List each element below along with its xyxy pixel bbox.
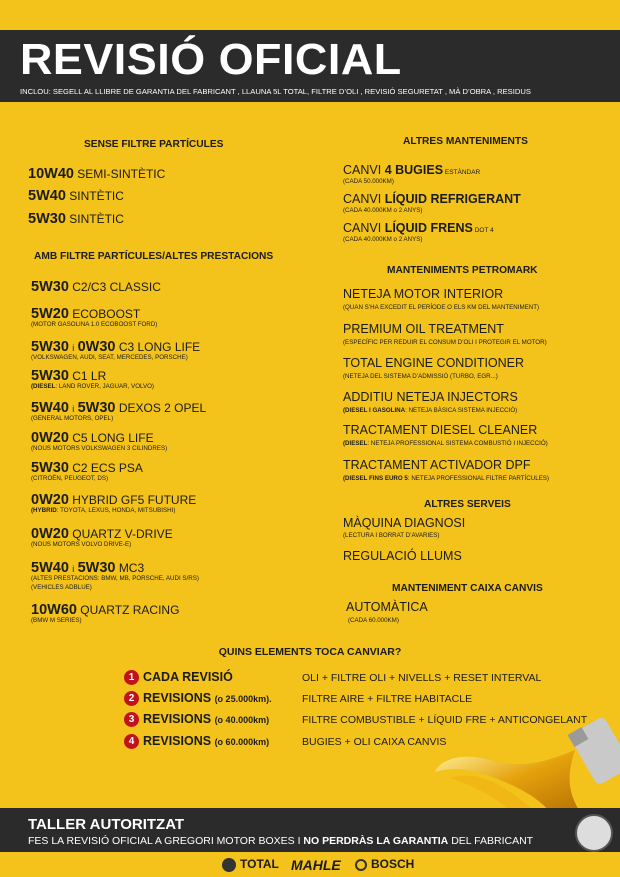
oil-item (31, 602, 179, 618)
step-label-sub: (o 60.000km) (214, 737, 270, 747)
oil-item (31, 339, 200, 355)
oil-note-text: (NOUS MOTORS VOLVO DRIVE-E) (31, 541, 132, 548)
service-note: (CADA 60.000KM) (348, 617, 399, 624)
oil-name: SEMI-SINTÈTIC (77, 167, 166, 181)
page-subtitle: INCLOU: SEGELL AL LLIBRE DE GARANTIA DEL FABRICANT , LLAUNA 5L TOTAL, FILTRE D’OLI , REVISIÓ SEGURETAT , MÀ D’OBRA , RESIDUS (20, 87, 531, 96)
brand-bosch-label: BOSCH (371, 857, 415, 871)
brand-bosch (355, 857, 414, 871)
service-item (343, 163, 480, 177)
service-suffix: ESTÀNDAR (443, 169, 481, 176)
oil-note (31, 354, 188, 361)
section-heading: AMB FILTRE PARTÍCULES/ALTES PRESTACIONS (34, 251, 274, 262)
step-label-text: CADA REVISIÓ (143, 670, 233, 684)
service-note (343, 407, 517, 414)
oil-item (31, 430, 154, 446)
oil-note (31, 321, 157, 328)
service-note-bold: (DIESEL (343, 440, 368, 447)
service-prefix: CANVI (343, 163, 385, 177)
service-note-text: (NETEJA DEL SISTEMA D’ADMISSIÓ (TURBO, EGR...) (343, 373, 498, 380)
page-title: REVISIÓ OFICIAL (20, 35, 402, 84)
footer-text-bold: NO PERDRÀS LA GARANTIA (303, 835, 449, 847)
oil-item (31, 460, 143, 476)
oil-name: C2/C3 CLASSIC (72, 280, 161, 294)
step-label (143, 670, 233, 684)
oil-note (31, 507, 175, 514)
oil-grade: 10W40 (28, 166, 74, 182)
oil-note (31, 575, 199, 582)
service-note (343, 339, 547, 346)
service-note: (LECTURA I BORRAT D’AVARIES) (343, 532, 440, 539)
step-label (143, 734, 269, 748)
service-item: TRACTAMENT DIESEL CLEANER (343, 423, 538, 437)
service-name-bold: LÍQUID REFRIGERANT (384, 192, 521, 206)
step-label-text: REVISIONS (143, 691, 212, 705)
oil-grade: 5W30 (28, 211, 66, 227)
oil-name: SINTÈTIC (69, 212, 124, 226)
oil-grade: 10W60 (31, 602, 77, 618)
oil-note (31, 415, 113, 422)
footer-text-pre: FES LA REVISIÓ OFICIAL A GREGORI MOTOR BOXES I (28, 835, 304, 847)
service-note (343, 475, 549, 482)
oil-grade: 5W40 (28, 188, 66, 204)
service-note: (CADA 50.000KM) (343, 178, 394, 185)
oil-note-text: (VOLKSWAGEN, AUDI, SEAT, MERCEDES, PORSCHE) (31, 354, 188, 361)
guarantee-seal-icon (575, 814, 613, 852)
service-item: TRACTAMENT ACTIVADOR DPF (343, 458, 531, 472)
brand-mahle: MAHLE (291, 857, 341, 873)
section-heading: ALTRES SERVEIS (424, 499, 511, 510)
oil-item (31, 526, 173, 542)
oil-grade: 5W30 (31, 279, 69, 295)
oil-name: C5 LONG LIFE (72, 431, 154, 445)
service-item: MÀQUINA DIAGNOSI (343, 516, 466, 530)
oil-grade: 0W20 (31, 526, 69, 542)
section-heading: SENSE FILTRE PARTÍCULES (84, 139, 224, 150)
section-heading: MANTENIMENTS PETROMARK (387, 265, 538, 276)
footer-title: TALLER AUTORITZAT (28, 816, 185, 833)
step-description: OLI + FILTRE OLI + NIVELLS + RESET INTERVAL (302, 672, 542, 684)
oil-joiner: i (72, 564, 75, 574)
service-note (343, 440, 548, 447)
oil-grade: 0W20 (31, 430, 69, 446)
step-label (143, 691, 272, 705)
oil-name: C2 ECS PSA (72, 461, 143, 475)
oil-item (31, 492, 196, 508)
question-heading: QUINS ELEMENTS TOCA CANVIAR? (218, 646, 402, 658)
oil-item (28, 166, 165, 182)
oil-note (31, 617, 82, 624)
brand-total (222, 857, 279, 872)
total-logo-icon (222, 858, 236, 872)
oil-grade: 5W40 (31, 400, 69, 416)
oil-note-text: : TOYOTA, LEXUS, HONDA, MITSUBISHI) (56, 507, 176, 514)
service-prefix: CANVI (343, 192, 385, 206)
step-label-sub: (o 40.000km) (214, 715, 270, 725)
oil-note-text: (MOTOR GASOLINA 1.0 ECOBOOST FORD) (31, 321, 158, 328)
oil-name: C1 LR (72, 369, 107, 383)
service-item: ADDITIU NETEJA INJECTORS (343, 390, 518, 404)
oil-note-secondary: (VEHICLES ADBLUE) (31, 584, 92, 591)
service-item: PREMIUM OIL TREATMENT (343, 322, 504, 336)
service-name-bold: 4 BUGIES (384, 163, 444, 177)
oil-grade: 5W30 (31, 339, 69, 355)
oil-grade: 5W30 (31, 460, 69, 476)
footer-text (28, 835, 533, 847)
step-number-badge: 1 (124, 670, 139, 685)
service-note-text: : NETEJA PROFESSIONAL SISTEMA COMBUSTIÓ I INJECCIÓ) (367, 440, 548, 447)
section-heading: MANTENIMENT CAIXA CANVIS (392, 583, 543, 594)
oil-note-text: (ALTES PRESTACIONS: BMW, MB, PORSCHE, AUDI S/RS) (31, 575, 199, 582)
service-note (343, 304, 539, 311)
oil-name: SINTÈTIC (69, 189, 124, 203)
oil-name: ECOBOOST (72, 307, 141, 321)
oil-name: DEXOS 2 OPEL (118, 401, 207, 415)
service-item: AUTOMÀTICA (346, 600, 428, 614)
oil-item (31, 560, 144, 576)
service-note-text: : NETEJA BÀSICA SISTEMA INJECCIÓ) (405, 407, 518, 414)
oil-note-text: (GENERAL MOTORS, OPEL) (31, 415, 114, 422)
oil-note-text: (BMW M SERIES) (31, 617, 82, 624)
oil-note (31, 383, 154, 390)
step-label-sub: (o 25.000km). (214, 694, 272, 704)
service-item (343, 221, 494, 235)
footer-text-post: DEL FABRICANT (448, 835, 534, 847)
service-suffix: DOT 4 (472, 227, 494, 234)
oil-name: C3 LONG LIFE (118, 340, 201, 354)
oil-can-illustration (430, 700, 620, 815)
step-description: FILTRE COMBUSTIBLE + LÍQUID FRE + ANTICONGELANT (302, 714, 588, 726)
oil-note-text: (NOUS MOTORS VOLKSWAGEN 3 CILINDRES) (31, 445, 168, 452)
service-item: REGULACIÓ LLUMS (343, 549, 462, 563)
service-note: (CADA 40.000KM o 2 ANYS) (343, 207, 423, 214)
header-banner (0, 30, 620, 102)
service-note-text: (QUAN S’HA EXCEDIT EL PERÍODE O ELS KM DEL MANTENIMENT) (343, 304, 540, 311)
service-prefix: CANVI (343, 221, 385, 235)
step-label-text: REVISIONS (143, 734, 212, 748)
service-item: NETEJA MOTOR INTERIOR (343, 287, 504, 301)
oil-note-text: (CITROËN, PEUGEOT, DS) (31, 475, 109, 482)
service-item (343, 192, 521, 206)
service-note: (CADA 40.000KM o 2 ANYS) (343, 236, 423, 243)
step-description: FILTRE AIRE + FILTRE HABITACLE (302, 693, 473, 705)
service-name-bold: LÍQUID FRENS (384, 221, 473, 235)
oil-note-bold: (HYBRID (31, 507, 57, 514)
step-number-badge: 2 (124, 691, 139, 706)
oil-name: QUARTZ RACING (80, 603, 180, 617)
bosch-logo-icon (355, 859, 367, 871)
oil-item (31, 279, 161, 295)
oil-grade: 5W20 (31, 306, 69, 322)
oil-item (28, 188, 124, 204)
oil-joiner: i (72, 404, 75, 414)
oil-item (31, 368, 106, 384)
oil-grade: 0W20 (31, 492, 69, 508)
oil-name: HYBRID GF5 FUTURE (72, 493, 197, 507)
brand-logos (0, 852, 620, 877)
service-note-bold: (DIESEL I GASOLINA (343, 407, 406, 414)
oil-note (31, 475, 108, 482)
footer-banner (0, 808, 620, 852)
step-number-badge: 3 (124, 712, 139, 727)
oil-note (31, 541, 131, 548)
step-label-text: REVISIONS (143, 712, 212, 726)
oil-item (28, 211, 124, 227)
oil-name: QUARTZ V-DRIVE (72, 527, 173, 541)
service-note-bold: (DIESEL FINS EURO 5 (343, 475, 408, 482)
step-label (143, 712, 269, 726)
section-heading: ALTRES MANTENIMENTS (403, 136, 528, 147)
oil-note (31, 445, 167, 452)
brand-total-label: TOTAL (240, 857, 279, 871)
oil-grade-secondary: 5W30 (77, 400, 116, 416)
oil-item (31, 306, 140, 322)
oil-note-text: : LAND ROVER, JAGUAR, VOLVO) (55, 383, 154, 390)
oil-grade-secondary: 0W30 (77, 339, 116, 355)
oil-grade-secondary: 5W30 (77, 560, 116, 576)
oil-name: MC3 (118, 561, 145, 575)
oil-note-bold: (DIESEL (31, 383, 56, 390)
oil-item (31, 400, 206, 416)
service-note-text: (ESPECÍFIC PER REDUIR EL CONSUM D’OLI I PROTEGIR EL MOTOR) (343, 339, 547, 346)
step-description: BUGIES + OLI CAIXA CANVIS (302, 736, 447, 748)
step-number-badge: 4 (124, 734, 139, 749)
service-item: TOTAL ENGINE CONDITIONER (343, 356, 525, 370)
oil-joiner: i (72, 343, 75, 353)
oil-grade: 5W30 (31, 368, 69, 384)
oil-grade: 5W40 (31, 560, 69, 576)
service-note (343, 373, 498, 380)
service-note-text: : NETEJA PROFESSIONAL FILTRE PARTÍCULES) (407, 475, 549, 482)
